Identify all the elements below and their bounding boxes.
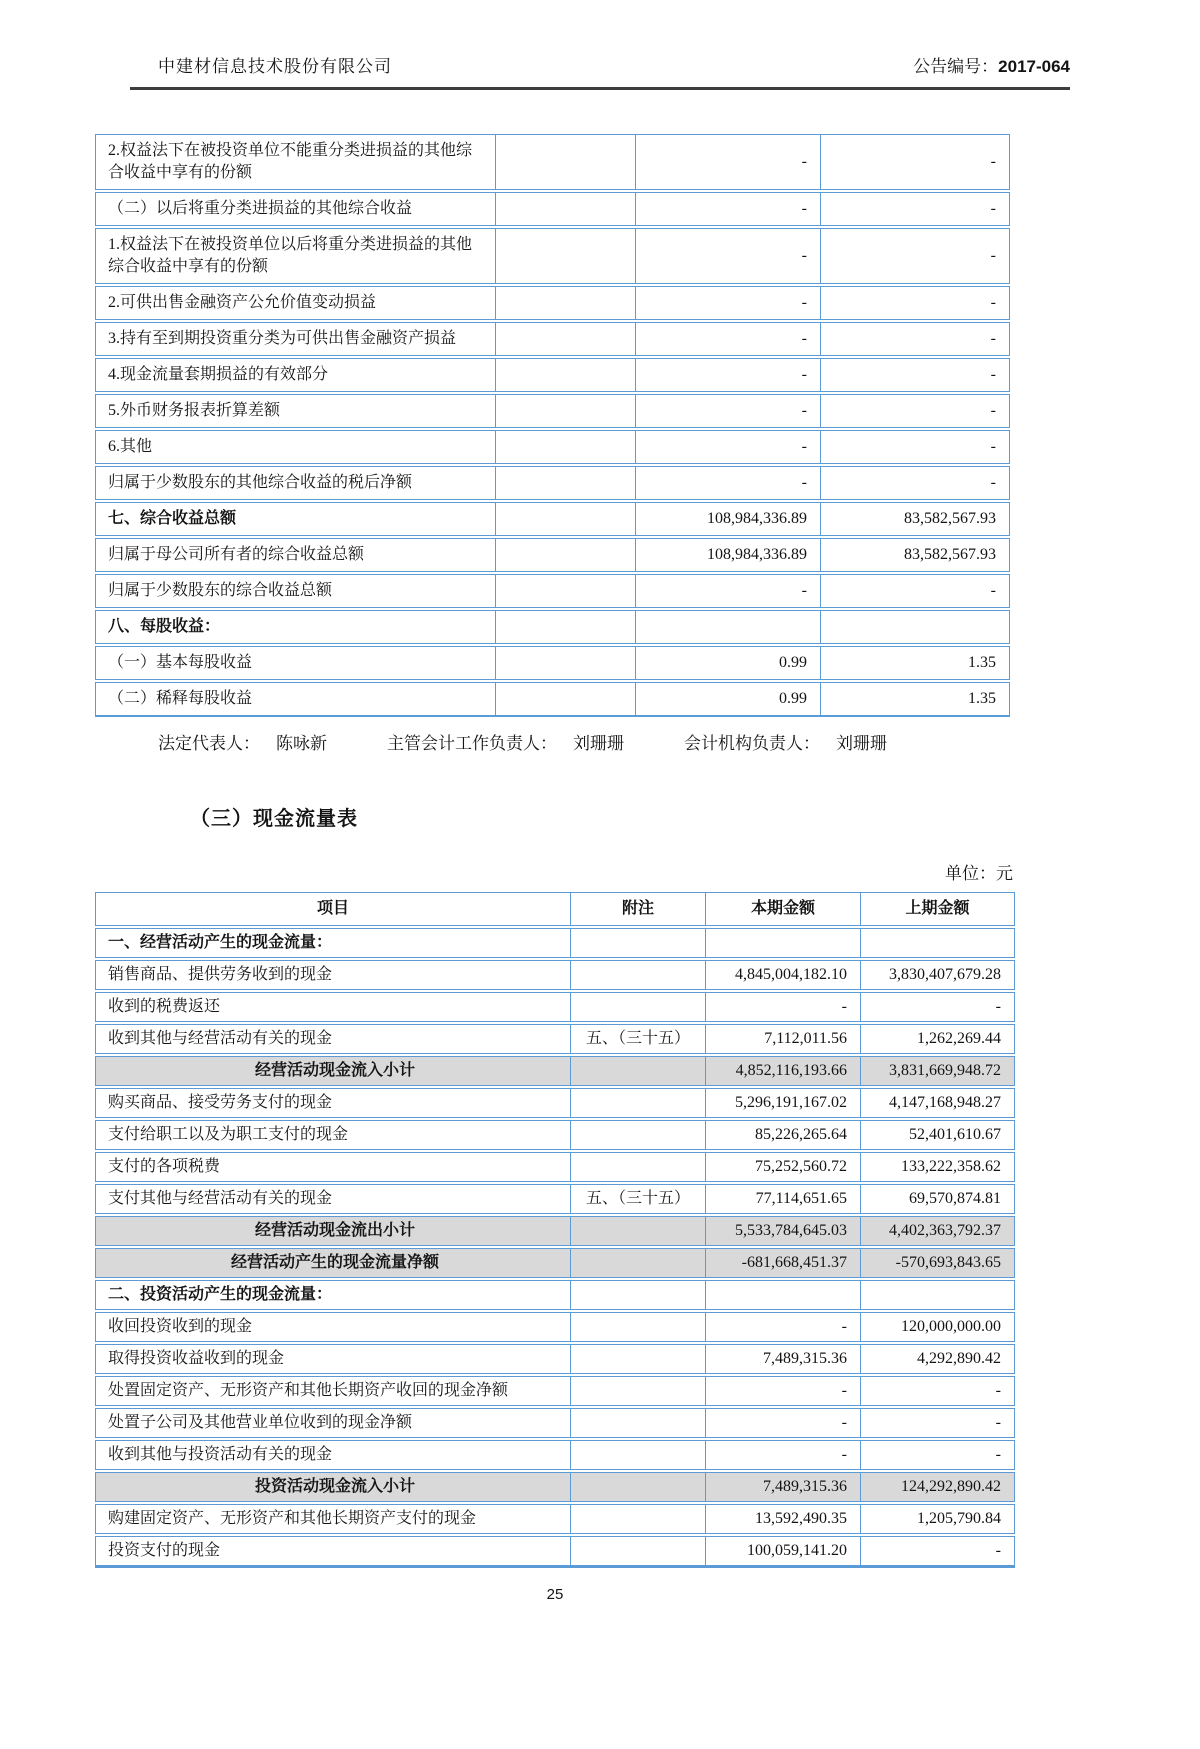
- row-prior-amount-cell: 4,147,168,948.27: [860, 1088, 1015, 1118]
- row-note-cell: [570, 1440, 705, 1470]
- row-prior-amount-cell: -570,693,843.65: [860, 1248, 1015, 1278]
- row-note-cell: [495, 502, 635, 536]
- row-prior-amount-cell: 1,262,269.44: [860, 1024, 1015, 1054]
- row-note-cell: [570, 1280, 705, 1310]
- legal-rep-label: 法定代表人：: [158, 734, 260, 753]
- row-prior-amount-cell: 69,570,874.81: [860, 1184, 1015, 1214]
- row-note-cell: [570, 1248, 705, 1278]
- row-note-cell: [495, 358, 635, 392]
- table-row: [95, 1024, 1015, 1054]
- row-label-cell: 收到的税费返还: [95, 992, 570, 1022]
- row-label-cell: 支付给职工以及为职工支付的现金: [95, 1120, 570, 1150]
- row-current-amount-cell: -: [635, 466, 820, 500]
- row-prior-amount-cell: -: [820, 466, 1010, 500]
- row-current-amount-cell: -: [635, 322, 820, 356]
- row-label-cell: 5.外币财务报表折算差额: [95, 394, 495, 428]
- row-note-cell: [495, 466, 635, 500]
- table-row: [95, 394, 1010, 428]
- row-prior-amount-cell: -: [820, 134, 1010, 190]
- row-prior-amount-cell: 3,830,407,679.28: [860, 960, 1015, 990]
- table-row: [95, 1408, 1015, 1438]
- company-name: 中建材信息技术股份有限公司: [158, 57, 392, 76]
- row-label-cell: 经营活动产生的现金流量净额: [95, 1248, 570, 1278]
- row-label-cell: 支付的各项税费: [95, 1152, 570, 1182]
- row-note-cell: [570, 1376, 705, 1406]
- table-row: [95, 286, 1010, 320]
- accounting-dept-label: 会计机构负责人：: [684, 734, 820, 753]
- announcement-value: 2017-064: [998, 57, 1070, 76]
- row-prior-amount-cell: 52,401,610.67: [860, 1120, 1015, 1150]
- row-current-amount-cell: -: [635, 286, 820, 320]
- row-label-cell: 八、每股收益：: [95, 610, 495, 644]
- table-row: [95, 1504, 1015, 1534]
- row-label-cell: 经营活动现金流出小计: [95, 1216, 570, 1246]
- row-prior-amount-cell: 120,000,000.00: [860, 1312, 1015, 1342]
- table-row: [95, 1280, 1015, 1310]
- row-note-cell: [570, 1088, 705, 1118]
- announcement-number: [913, 52, 1070, 77]
- row-label-cell: 七、综合收益总额: [95, 502, 495, 536]
- row-label-cell: 收回投资收到的现金: [95, 1312, 570, 1342]
- row-note-cell: [570, 1536, 705, 1568]
- row-note-cell: [570, 1344, 705, 1374]
- row-prior-amount-cell: -: [820, 286, 1010, 320]
- row-current-amount-cell: 7,489,315.36: [705, 1344, 860, 1374]
- row-prior-amount-cell: -: [820, 358, 1010, 392]
- row-note-cell: [495, 430, 635, 464]
- row-label-cell: 3.持有至到期投资重分类为可供出售金融资产损益: [95, 322, 495, 356]
- row-current-amount-cell: -: [635, 394, 820, 428]
- row-prior-amount-cell: -: [860, 1440, 1015, 1470]
- row-prior-amount-cell: -: [820, 322, 1010, 356]
- row-current-amount-cell: -: [705, 1440, 860, 1470]
- table-row: [95, 960, 1015, 990]
- table-row: [95, 1088, 1015, 1118]
- table-row: [95, 538, 1010, 572]
- row-prior-amount-cell: 1.35: [820, 646, 1010, 680]
- row-current-amount-cell: [635, 610, 820, 644]
- row-label-cell: 归属于少数股东的其他综合收益的税后净额: [95, 466, 495, 500]
- row-note-cell: [495, 574, 635, 608]
- row-current-amount-cell: 4,852,116,193.66: [705, 1056, 860, 1086]
- row-label-cell: 4.现金流量套期损益的有效部分: [95, 358, 495, 392]
- page-number: 25: [546, 1586, 564, 1603]
- page-header: [130, 52, 1070, 90]
- table-row: [95, 1152, 1015, 1182]
- row-label-cell: 投资活动现金流入小计: [95, 1472, 570, 1502]
- row-note-cell: [495, 322, 635, 356]
- table-row: [95, 1440, 1015, 1470]
- row-note-cell: [570, 1472, 705, 1502]
- row-note-cell: [495, 610, 635, 644]
- table-row: [95, 1536, 1015, 1568]
- row-current-amount-cell: 108,984,336.89: [635, 538, 820, 572]
- row-label-cell: 投资支付的现金: [95, 1536, 570, 1568]
- row-current-amount-cell: 4,845,004,182.10: [705, 960, 860, 990]
- column-header-prior-period: 上期金额: [860, 892, 1015, 926]
- row-current-amount-cell: 108,984,336.89: [635, 502, 820, 536]
- row-label-cell: 归属于母公司所有者的综合收益总额: [95, 538, 495, 572]
- row-prior-amount-cell: [860, 928, 1015, 958]
- table-row: [95, 134, 1010, 190]
- row-current-amount-cell: -: [705, 992, 860, 1022]
- row-prior-amount-cell: -: [860, 992, 1015, 1022]
- row-label-cell: 取得投资收益收到的现金: [95, 1344, 570, 1374]
- row-prior-amount-cell: 1,205,790.84: [860, 1504, 1015, 1534]
- row-prior-amount-cell: 4,292,890.42: [860, 1344, 1015, 1374]
- table-row: [95, 1056, 1015, 1086]
- row-current-amount-cell: 13,592,490.35: [705, 1504, 860, 1534]
- signature-line: [158, 729, 1200, 754]
- row-note-cell: [570, 1216, 705, 1246]
- row-current-amount-cell: -681,668,451.37: [705, 1248, 860, 1278]
- row-prior-amount-cell: 124,292,890.42: [860, 1472, 1015, 1502]
- row-prior-amount-cell: 4,402,363,792.37: [860, 1216, 1015, 1246]
- unit-label: 单位：元: [945, 864, 1013, 883]
- row-note-cell: [570, 1504, 705, 1534]
- row-label-cell: 销售商品、提供劳务收到的现金: [95, 960, 570, 990]
- row-current-amount-cell: -: [705, 1376, 860, 1406]
- row-prior-amount-cell: -: [860, 1536, 1015, 1568]
- table-row: [95, 682, 1010, 717]
- column-header-note: 附注: [570, 892, 705, 926]
- row-current-amount-cell: -: [705, 1408, 860, 1438]
- table-row: [95, 574, 1010, 608]
- row-current-amount-cell: 75,252,560.72: [705, 1152, 860, 1182]
- row-current-amount-cell: 77,114,651.65: [705, 1184, 860, 1214]
- row-note-cell: [570, 960, 705, 990]
- row-note-cell: [495, 134, 635, 190]
- row-note-cell: [495, 192, 635, 226]
- table-row: [95, 1216, 1015, 1246]
- row-note-cell: [570, 992, 705, 1022]
- row-note-cell: [495, 646, 635, 680]
- row-label-cell: 6.其他: [95, 430, 495, 464]
- chief-accountant-label: 主管会计工作负责人：: [387, 734, 557, 753]
- table-row: [95, 228, 1010, 284]
- row-current-amount-cell: -: [635, 574, 820, 608]
- row-current-amount-cell: 100,059,141.20: [705, 1536, 860, 1568]
- table-row: [95, 322, 1010, 356]
- row-label-cell: 购建固定资产、无形资产和其他长期资产支付的现金: [95, 1504, 570, 1534]
- row-current-amount-cell: -: [635, 192, 820, 226]
- announcement-label: 公告编号：: [913, 57, 999, 76]
- table-row: [95, 1472, 1015, 1502]
- row-note-cell: [495, 394, 635, 428]
- row-current-amount-cell: -: [635, 134, 820, 190]
- row-label-cell: （二）稀释每股收益: [95, 682, 495, 717]
- row-label-cell: 一、经营活动产生的现金流量：: [95, 928, 570, 958]
- row-note-cell: [570, 1152, 705, 1182]
- row-note-cell: [495, 682, 635, 717]
- row-current-amount-cell: -: [635, 358, 820, 392]
- row-prior-amount-cell: 1.35: [820, 682, 1010, 717]
- row-note-cell: [495, 538, 635, 572]
- table-row: [95, 192, 1010, 226]
- row-note-cell: 五、（三十五）: [570, 1184, 705, 1214]
- table-row: [95, 1344, 1015, 1374]
- row-label-cell: （二）以后将重分类进损益的其他综合收益: [95, 192, 495, 226]
- row-current-amount-cell: -: [635, 228, 820, 284]
- table-row: [95, 992, 1015, 1022]
- table-row: [95, 358, 1010, 392]
- row-note-cell: [495, 228, 635, 284]
- row-current-amount-cell: 0.99: [635, 682, 820, 717]
- cash-flow-header-row: [95, 892, 1015, 926]
- table-row: [95, 1312, 1015, 1342]
- row-current-amount-cell: [705, 1280, 860, 1310]
- accounting-dept-name: 刘珊珊: [836, 734, 887, 753]
- row-note-cell: [570, 1312, 705, 1342]
- row-current-amount-cell: 5,533,784,645.03: [705, 1216, 860, 1246]
- row-label-cell: 二、投资活动产生的现金流量：: [95, 1280, 570, 1310]
- row-prior-amount-cell: -: [820, 192, 1010, 226]
- row-label-cell: 2.权益法下在被投资单位不能重分类进损益的其他综合收益中享有的份额: [95, 134, 495, 190]
- table-row: [95, 430, 1010, 464]
- row-note-cell: [570, 928, 705, 958]
- row-prior-amount-cell: 3,831,669,948.72: [860, 1056, 1015, 1086]
- row-label-cell: （一）基本每股收益: [95, 646, 495, 680]
- chief-accountant-name: 刘珊珊: [573, 734, 624, 753]
- table-row: [95, 1120, 1015, 1150]
- legal-rep-name: 陈咏新: [276, 734, 327, 753]
- row-label-cell: 收到其他与经营活动有关的现金: [95, 1024, 570, 1054]
- cash-flow-table: [95, 890, 1015, 1570]
- row-prior-amount-cell: [860, 1280, 1015, 1310]
- row-current-amount-cell: 7,112,011.56: [705, 1024, 860, 1054]
- table-row: [95, 1184, 1015, 1214]
- row-label-cell: 购买商品、接受劳务支付的现金: [95, 1088, 570, 1118]
- column-header-item: 项目: [95, 892, 570, 926]
- comprehensive-income-table: [95, 132, 1010, 719]
- table-row: [95, 1376, 1015, 1406]
- row-current-amount-cell: [705, 928, 860, 958]
- row-label-cell: 处置子公司及其他营业单位收到的现金净额: [95, 1408, 570, 1438]
- row-label-cell: 2.可供出售金融资产公允价值变动损益: [95, 286, 495, 320]
- row-prior-amount-cell: -: [820, 394, 1010, 428]
- row-prior-amount-cell: [820, 610, 1010, 644]
- table-row: [95, 928, 1015, 958]
- row-note-cell: [570, 1408, 705, 1438]
- row-current-amount-cell: 85,226,265.64: [705, 1120, 860, 1150]
- row-label-cell: 经营活动现金流入小计: [95, 1056, 570, 1086]
- row-label-cell: 处置固定资产、无形资产和其他长期资产收回的现金净额: [95, 1376, 570, 1406]
- row-prior-amount-cell: 83,582,567.93: [820, 502, 1010, 536]
- section-title: （三）现金流量表: [190, 808, 358, 830]
- row-current-amount-cell: 5,296,191,167.02: [705, 1088, 860, 1118]
- row-label-cell: 支付其他与经营活动有关的现金: [95, 1184, 570, 1214]
- row-label-cell: 归属于少数股东的综合收益总额: [95, 574, 495, 608]
- row-current-amount-cell: 0.99: [635, 646, 820, 680]
- table-row: [95, 610, 1010, 644]
- table-row: [95, 502, 1010, 536]
- row-current-amount-cell: 7,489,315.36: [705, 1472, 860, 1502]
- row-current-amount-cell: -: [705, 1312, 860, 1342]
- row-prior-amount-cell: 133,222,358.62: [860, 1152, 1015, 1182]
- row-prior-amount-cell: -: [820, 430, 1010, 464]
- row-note-cell: [570, 1056, 705, 1086]
- table-row: [95, 466, 1010, 500]
- row-prior-amount-cell: 83,582,567.93: [820, 538, 1010, 572]
- table-row: [95, 1248, 1015, 1278]
- row-current-amount-cell: -: [635, 430, 820, 464]
- row-prior-amount-cell: -: [860, 1408, 1015, 1438]
- column-header-current-period: 本期金额: [705, 892, 860, 926]
- row-prior-amount-cell: -: [820, 228, 1010, 284]
- row-prior-amount-cell: -: [860, 1376, 1015, 1406]
- row-label-cell: 1.权益法下在被投资单位以后将重分类进损益的其他综合收益中享有的份额: [95, 228, 495, 284]
- row-label-cell: 收到其他与投资活动有关的现金: [95, 1440, 570, 1470]
- row-prior-amount-cell: -: [820, 574, 1010, 608]
- row-note-cell: 五、（三十五）: [570, 1024, 705, 1054]
- row-note-cell: [570, 1120, 705, 1150]
- table-row: [95, 646, 1010, 680]
- row-note-cell: [495, 286, 635, 320]
